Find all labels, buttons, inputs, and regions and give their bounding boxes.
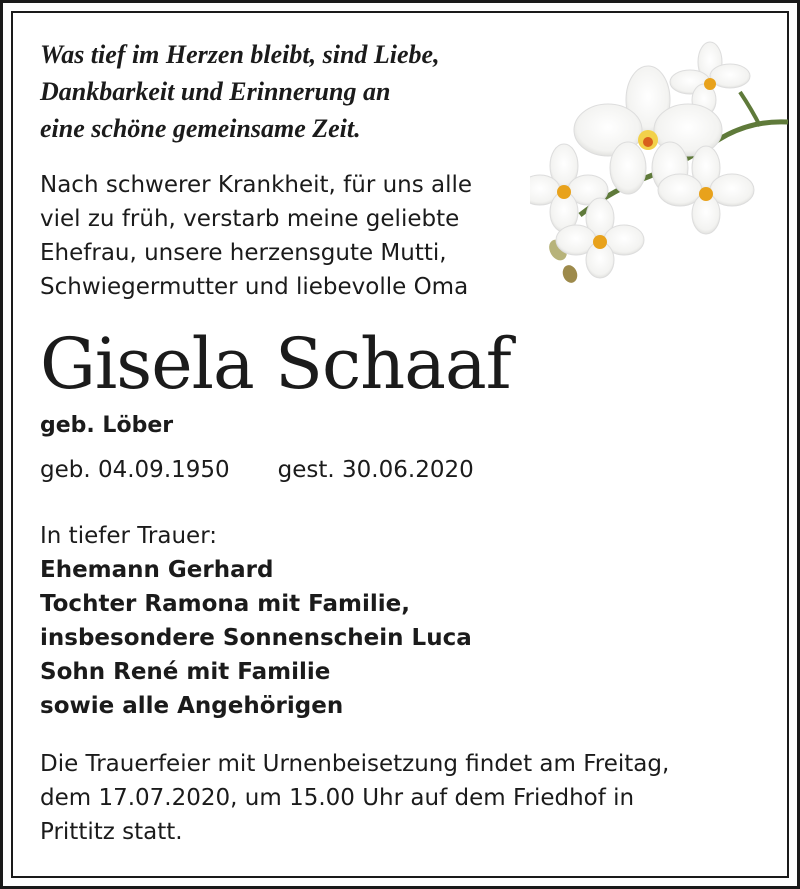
obituary-content [40, 36, 770, 849]
life-dates [40, 453, 770, 487]
mourner-entry: sowie alle Angehörigen [40, 693, 344, 719]
birth-date: geb. 04.09.1950 [40, 457, 230, 483]
mourner-entry: Tochter Ramona mit Familie, [40, 591, 410, 617]
announcement-line: Ehefrau, unsere herzensgute Mutti, [40, 240, 447, 266]
ceremony-info [40, 747, 770, 849]
mourners-section [40, 519, 770, 723]
motto-line: Was tief im Herzen bleibt, sind Liebe, [40, 40, 440, 69]
motto-line: Dankbarkeit und Erinnerung an [40, 77, 391, 106]
announcement-text [40, 168, 540, 304]
motto-line: eine schöne gemeinsame Zeit. [40, 114, 361, 143]
ceremony-line: dem 17.07.2020, um 15.00 Uhr auf dem Friedhof in [40, 785, 635, 811]
ceremony-line: Die Trauerfeier mit Urnenbeisetzung findet am Freitag, [40, 751, 670, 777]
maiden-name: geb. Löber [40, 413, 174, 438]
mourner-entry: Ehemann Gerhard [40, 557, 274, 583]
ceremony-line: Prittitz statt. [40, 819, 183, 845]
mourners-heading: In tiefer Trauer: [40, 523, 217, 549]
mourner-entry: Sohn René mit Familie [40, 659, 331, 685]
announcement-line: viel zu früh, verstarb meine geliebte [40, 206, 460, 232]
death-date: gest. 30.06.2020 [277, 457, 474, 483]
deceased-name: Gisela Schaaf [40, 323, 511, 405]
motto-verse [40, 36, 560, 147]
mourner-entry: insbesondere Sonnenschein Luca [40, 625, 472, 651]
announcement-line: Schwiegermutter und liebevolle Oma [40, 274, 469, 300]
announcement-line: Nach schwerer Krankheit, für uns alle [40, 172, 473, 198]
